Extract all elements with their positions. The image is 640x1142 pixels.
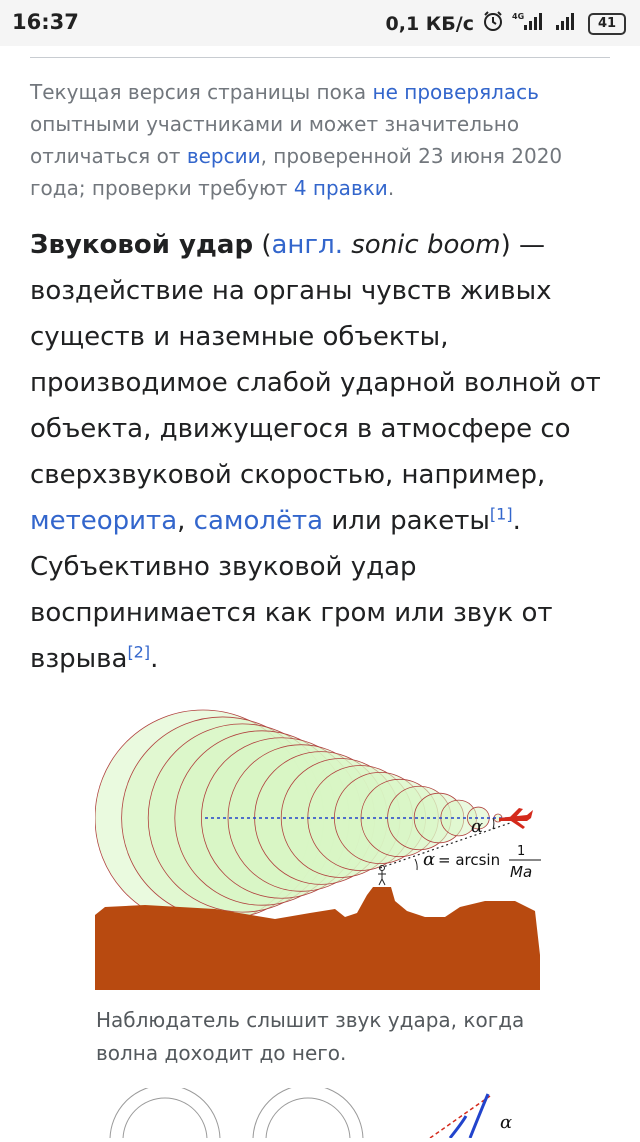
meteor-link[interactable]: метеорита [30, 506, 178, 536]
status-bar [0, 0, 640, 46]
lang-link[interactable]: англ. [271, 230, 343, 260]
formula-arcsin: = arcsin [438, 851, 501, 869]
review-notice: Текущая версия страницы пока не проверялась опытными участниками и может значительно отличаться от версии, проверенной 23 июня 2020 года; проверки требуют 4 правки. [30, 80, 563, 200]
sonic-boom-figure[interactable] [95, 705, 545, 995]
unreviewed-link[interactable]: не проверялась [372, 80, 539, 104]
article-term: Звуковой удар [30, 230, 254, 260]
lead-paragraph: Звуковой удар (англ. sonic boom) — воздействие на органы чувств живых существ и наземные объекты, производимое слабой ударной волной от объекта, движущегося в атмосфере со сверхзвуковой скоростью, например, метеорита, самолёта или ракеты[1]. Субъективно звуковой удар воспринимается как гром или звук от взрыва[2]. [30, 230, 601, 674]
figure-caption: Наблюдатель слышит звук удара, когда волна доходит до него. [96, 1008, 525, 1065]
signal-4g-icon [512, 11, 546, 36]
status-icons [386, 10, 627, 37]
network-speed: 0,1 КБ/с [385, 12, 474, 35]
reference-1[interactable]: [1] [489, 504, 513, 524]
airplane-link[interactable]: самолёта [193, 506, 324, 536]
network-type: 4G [512, 12, 525, 21]
version-link[interactable]: версии [186, 144, 261, 168]
formula-alpha: α [423, 849, 436, 870]
edits-link[interactable]: 4 правки [293, 176, 388, 200]
angle-arc-top [493, 818, 494, 829]
divider [30, 57, 610, 58]
formula-denominator: Ma [510, 863, 533, 881]
alpha-label: α [471, 816, 484, 837]
alarm-icon [482, 10, 504, 37]
english-term: sonic boom [342, 230, 501, 260]
formula-numerator: 1 [517, 844, 526, 859]
reference-2[interactable]: [2] [127, 642, 151, 662]
status-time: 16:37 [12, 10, 79, 34]
airplane-icon [499, 808, 533, 829]
next-figures[interactable] [90, 1088, 550, 1138]
angle-arc-bottom [415, 859, 417, 870]
battery-icon: 41 [588, 13, 626, 35]
bottom-alpha-label: α [500, 1112, 513, 1133]
observer-icon [378, 866, 386, 886]
signal-icon [554, 11, 580, 36]
